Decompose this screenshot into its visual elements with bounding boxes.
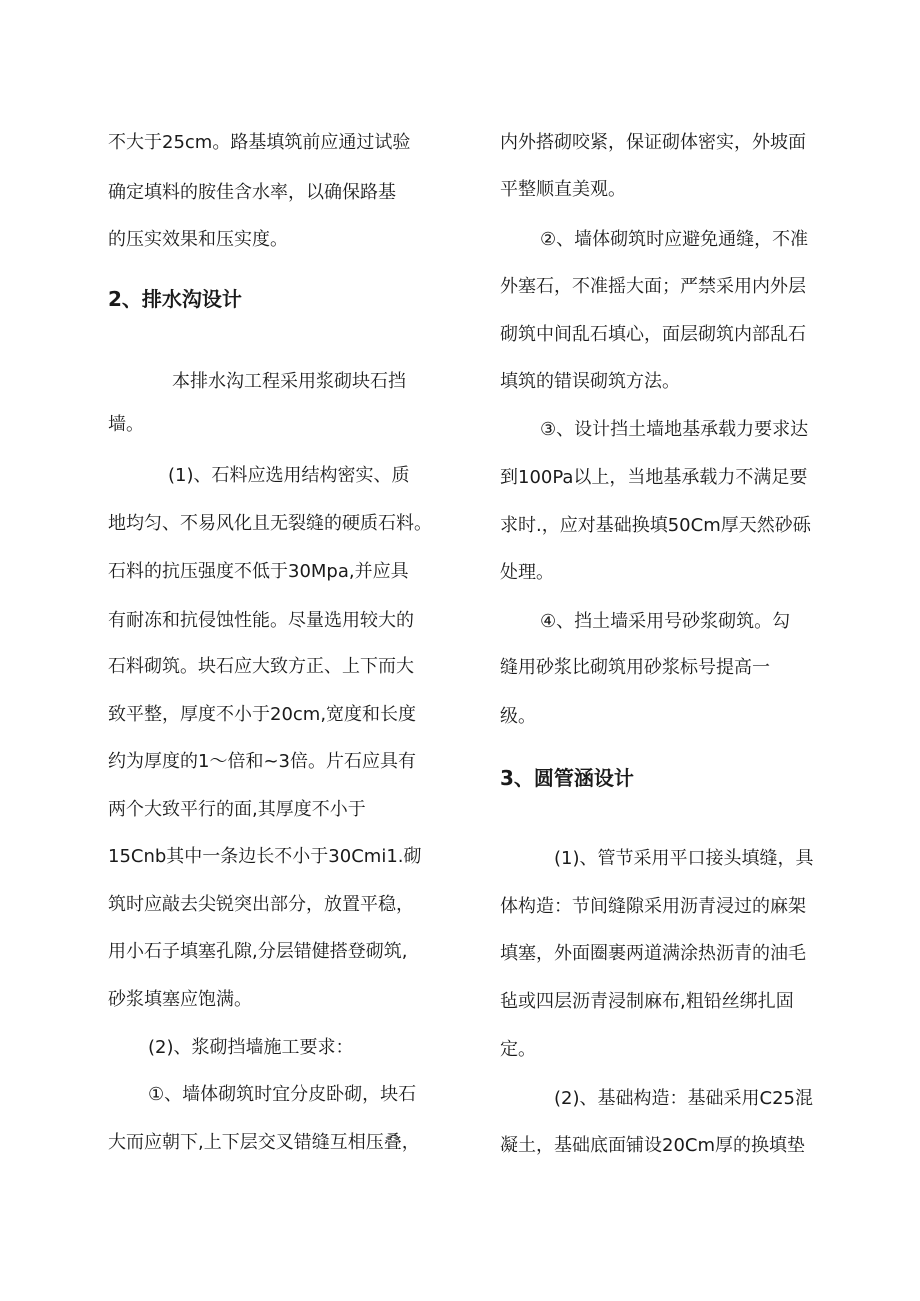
- text-line: ③、设计挡土墙地基承载力要求达: [540, 419, 809, 440]
- text-line: 石料砌筑。块石应大致方正、上下而大: [108, 656, 414, 677]
- text-line: 大而应朝下,上下层交叉错缝互相压叠，: [108, 1132, 420, 1153]
- text-line: 内外搭砌咬紧，保证砌体密实，外坡面: [500, 132, 806, 153]
- text-line: 砌筑中间乱石填心，面层砌筑内部乱石: [500, 324, 806, 345]
- text-line: 15Cnb其中一条边长不小于30Cmi1.砌: [108, 846, 422, 867]
- text-line: 外塞石，不准摇大面；严禁采用内外层: [500, 276, 806, 297]
- text-line: 筑时应敲去尖锐突出部分，放置平稳，: [108, 894, 414, 915]
- text-line: 平整顺直美观。: [500, 179, 626, 200]
- text-line: (2)、基础构造：基础采用C25混: [554, 1088, 813, 1109]
- text-line: 缝用砂浆比砌筑用砂浆标号提高一: [500, 657, 770, 678]
- text-line: (2)、浆砌挡墙施工要求：: [148, 1037, 354, 1058]
- text-line: 凝土，基础底面铺设20Cm厚的换填垫: [500, 1135, 806, 1156]
- text-line: 致平整，厚度不小于20cm,宽度和长度: [108, 704, 417, 725]
- text-line: 处理。: [500, 562, 554, 583]
- text-line: 级。: [500, 706, 536, 727]
- text-line: 砂浆填塞应饱满。: [108, 989, 252, 1010]
- text-line: 两个大致平行的面,其厚度不小于: [108, 799, 366, 820]
- text-line: (1)、石料应选用结构密实、质: [168, 465, 410, 486]
- text-line: 到100Pa以上，当地基承载力不满足要: [500, 467, 808, 488]
- text-line: 体构造：节间缝隙采用沥青浸过的麻架: [500, 896, 806, 917]
- text-line: 填塞，外面圈裹两道满涂热沥青的油毛: [500, 943, 806, 964]
- text-line: 约为厚度的1～倍和~3倍。片石应具有: [108, 751, 416, 772]
- text-line: 用小石子填塞孔隙,分层错健搭登砌筑,: [108, 941, 408, 962]
- text-line: (1)、管节采用平口接头填缝，具: [554, 848, 814, 869]
- text-line: 确定填料的胺佳含水率，以确保路基: [108, 182, 396, 203]
- text-line: 地均匀、不易风化且无裂缝的硬质石料。: [108, 513, 432, 534]
- text-line: ②、墙体砌筑时应避免通缝，不准: [540, 229, 809, 250]
- section-heading: 3、圆管涵设计: [500, 766, 634, 790]
- text-line: 填筑的错误砌筑方法。: [500, 371, 680, 392]
- text-line: ④、挡土墙采用号砂浆砌筑。勾: [540, 611, 791, 632]
- section-heading: 2、排水沟设计: [108, 287, 242, 311]
- text-line: 墙。: [108, 414, 144, 435]
- text-line: ①、墙体砌筑时宜分皮卧砌，块石: [148, 1084, 417, 1105]
- text-line: 毡或四层沥青浸制麻布,粗铅丝绑扎固: [500, 991, 794, 1012]
- text-line: 的压实效果和压实度。: [108, 229, 288, 250]
- text-line: 定。: [500, 1039, 536, 1060]
- text-line: 石料的抗压强度不低于30Mpa,并应具: [108, 561, 409, 582]
- text-line: 不大于25cm。路基填筑前应通过试验: [108, 132, 411, 153]
- text-line: 有耐冻和抗侵蚀性能。尽量选用较大的: [108, 610, 414, 631]
- text-line: 求时.，应对基础换填50Cm厚天然砂砾: [500, 515, 811, 536]
- text-line: 本排水沟工程采用浆砌块石挡: [172, 371, 406, 392]
